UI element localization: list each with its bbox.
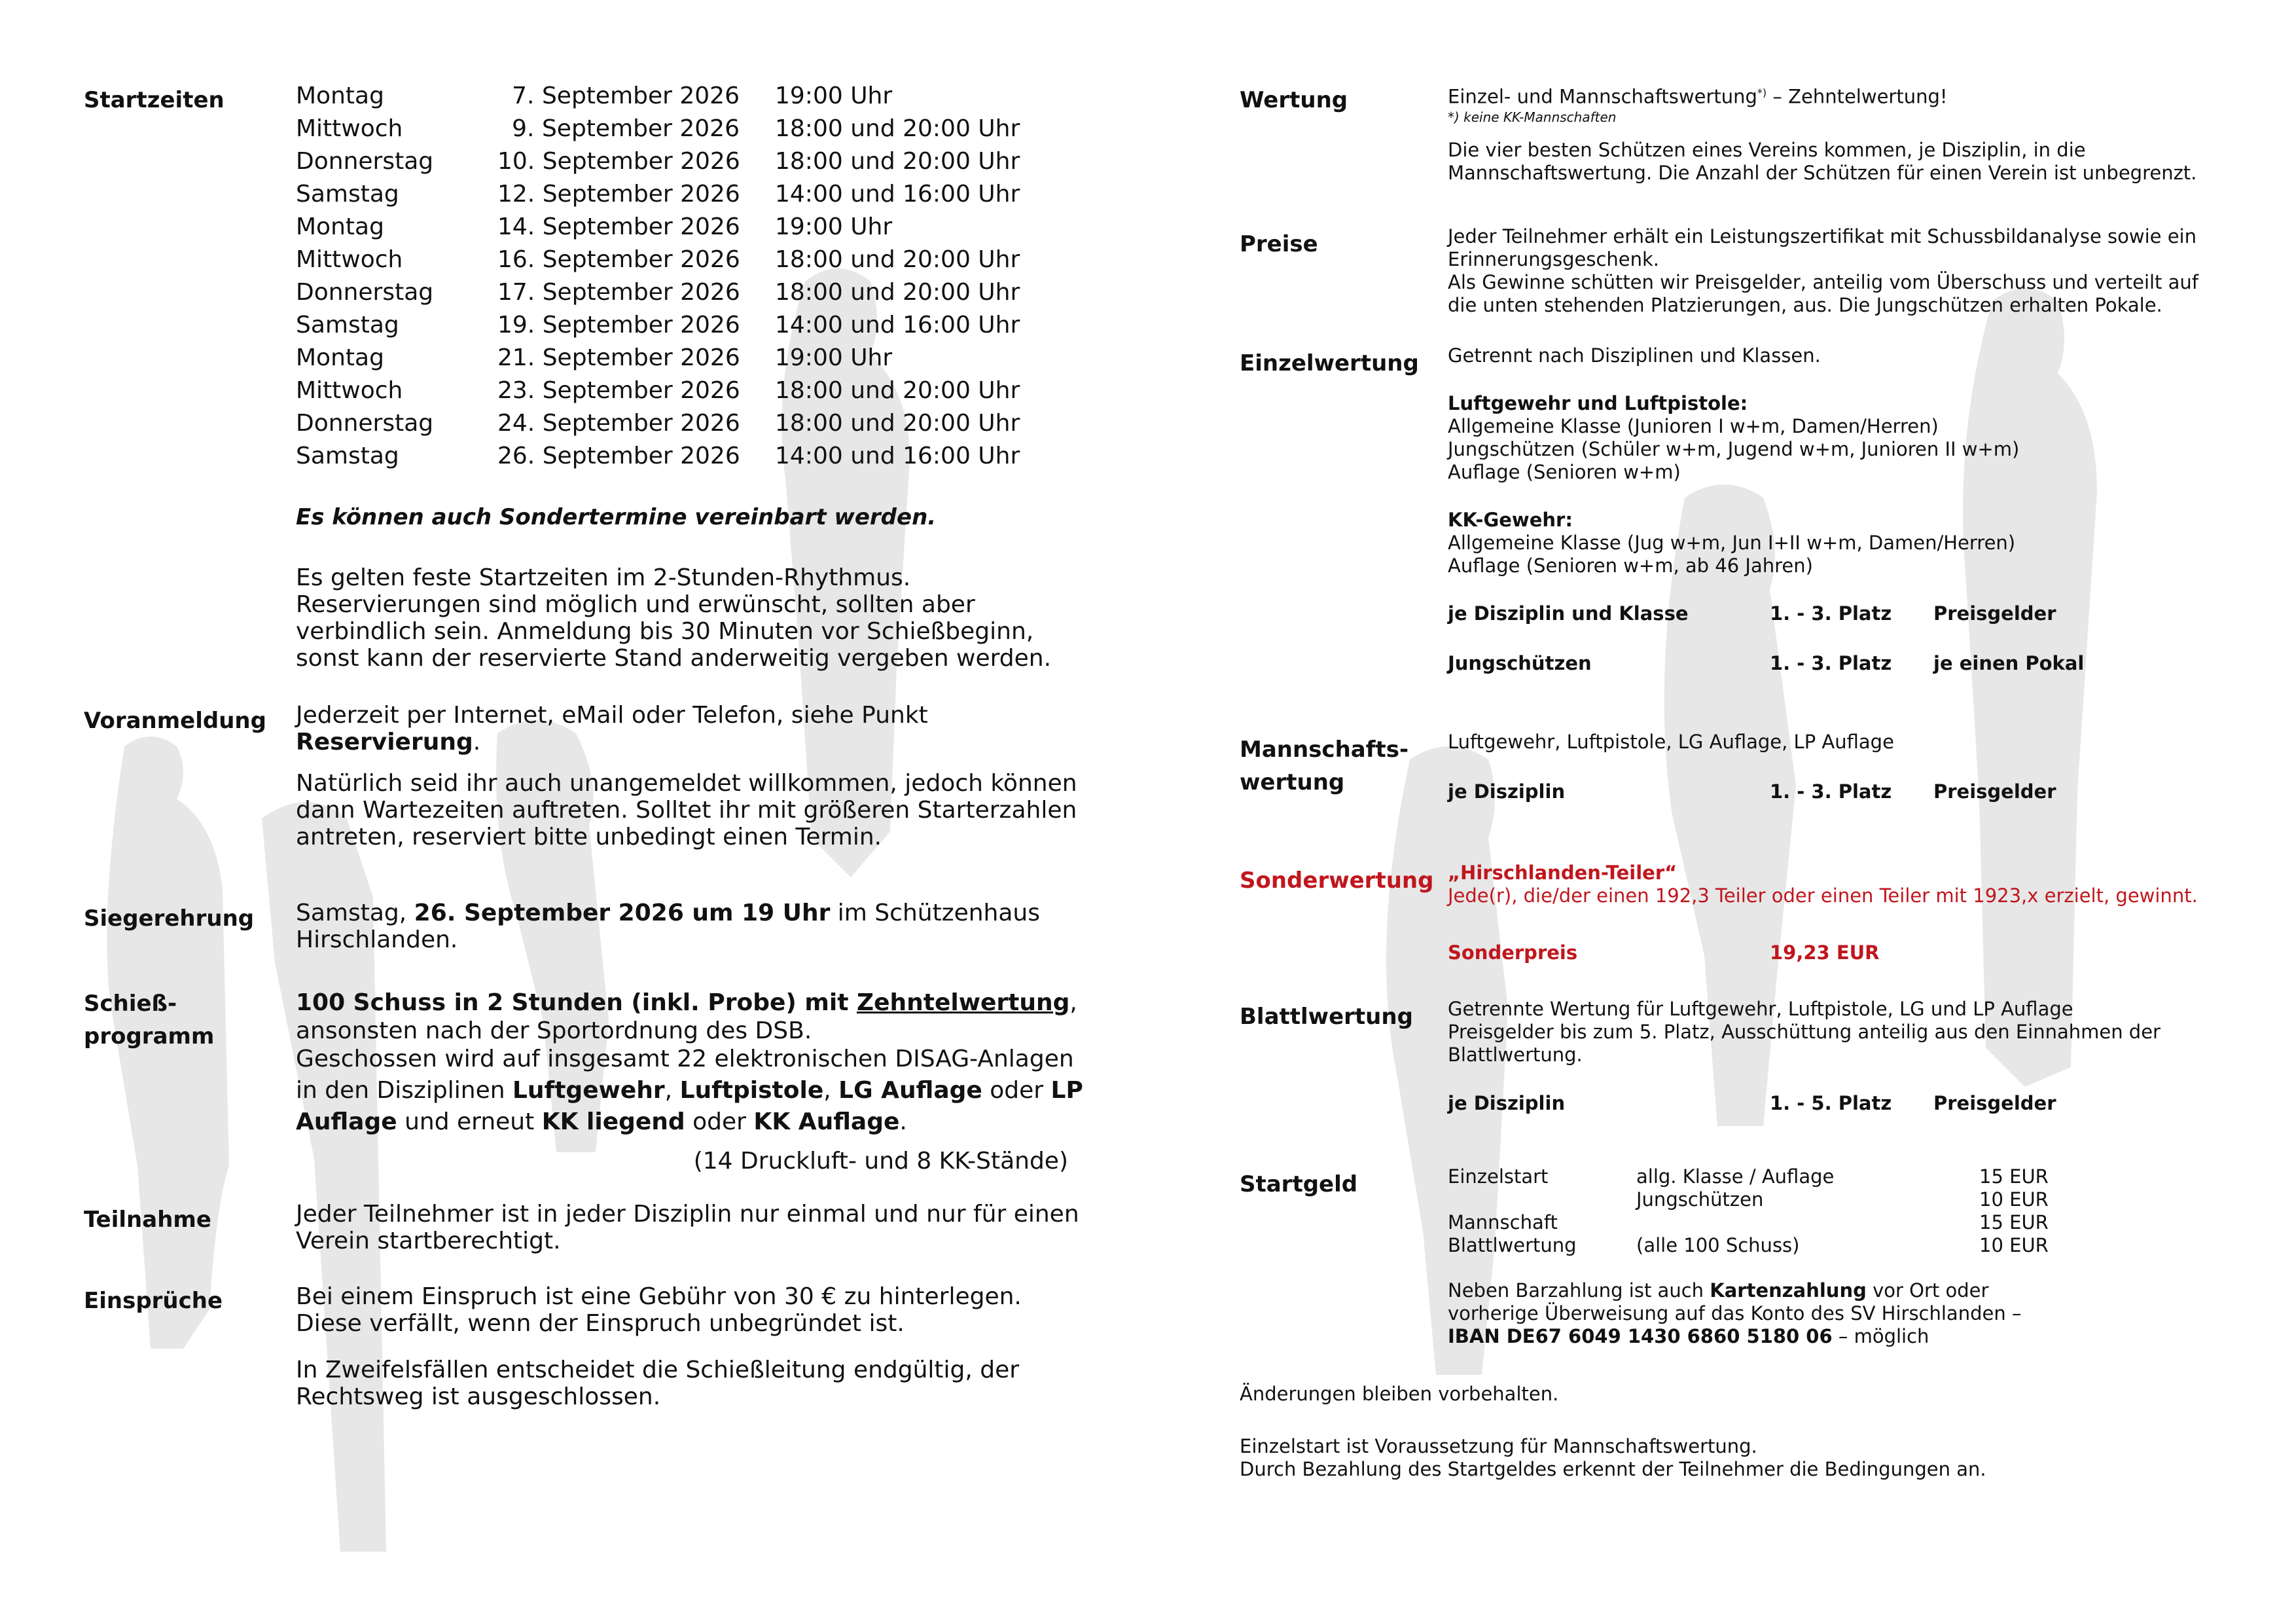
label-startzeiten: Startzeiten [84, 87, 224, 113]
fee-row: Jungschützen 10 EUR [1636, 1188, 2049, 1211]
startzeit-row [0, 244, 1148, 276]
footer-note-2: Einzelstart ist Voraussetzung für Mannschaftswertung. Durch Bezahlung des Startgeldes erkennt der Teilnehmer die Bedingungen an. [1240, 1435, 1986, 1480]
label-siegerehrung: Siegerehrung [84, 905, 255, 932]
startzeit-row [0, 407, 1148, 440]
startzeit-time: 19:00 Uhr [775, 213, 893, 240]
startzeit-day: Donnerstag [296, 279, 434, 306]
startzeit-row [0, 440, 1148, 473]
startzeit-day: Montag [296, 82, 384, 109]
label-voranmeldung: Voranmeldung [84, 708, 266, 734]
startzeit-date: 21. September 2026 [497, 344, 740, 371]
startzeit-day: Samstag [296, 181, 399, 208]
right-page [1148, 0, 2296, 1623]
startzeit-time: 18:00 und 20:00 Uhr [775, 279, 1020, 306]
startzeit-day: Mittwoch [296, 246, 403, 273]
startzeit-time: 14:00 und 16:00 Uhr [775, 312, 1020, 338]
startgeld-fees [1148, 1165, 2296, 1257]
startzeit-date: 17. September 2026 [497, 279, 740, 306]
startzeit-day: Donnerstag [296, 410, 434, 437]
voranmeldung-text: Jederzeit per Internet, eMail oder Telefon, siehe Punkt Reservierung. Natürlich seid ihr auch unangemeldet willkommen, jedoch können dann Wartezeiten auftreten. Solltet ihr mit größeren Starterzahlen antreten, reserviert bitte unbedingt einen Termin. [296, 702, 1077, 850]
einzelwertung-row-1: je Disziplin und Klasse 1. - 3. Platz Preisgelder [1448, 602, 2056, 625]
sonderwertung-text: „Hirschlanden-Teiler“ Jede(r), die/der einen 192,3 Teiler oder einen Teiler mit 1923,x erzielt, gewinnt. [1448, 862, 2198, 907]
label-startgeld: Startgeld [1240, 1171, 1358, 1197]
startzeit-date: 24. September 2026 [497, 410, 740, 437]
startzeit-day: Donnerstag [296, 148, 434, 175]
startzeit-date: 23. September 2026 [497, 377, 740, 404]
wertung-text: Einzel- und Mannschaftswertung*) – Zehntelwertung! *) keine KK-Mannschaften Die vier besten Schützen eines Vereins kommen, je Disziplin, in die Mannschaftswertung. Die Anzahl der Schützen für einen Verein ist unbegrenzt. [1448, 81, 2246, 185]
startzeit-row [0, 342, 1148, 374]
startzeit-time: 19:00 Uhr [775, 82, 893, 109]
startzeit-date: 26. September 2026 [497, 443, 740, 469]
preise-text: Jeder Teilnehmer erhält ein Leistungszertifikat mit Schussbildanalyse sowie ein Erinnerungsgeschenk. Als Gewinne schütten wir Preisgelder, anteilig vom Überschuss und verteilt auf die unten stehenden Platzierungen, aus. Die Jungschützen erhalten Pokale. [1448, 225, 2199, 316]
startzeit-time: 18:00 und 20:00 Uhr [775, 115, 1020, 142]
startzeit-row [0, 309, 1148, 342]
fee-row: Blattlwertung (alle 100 Schuss) 10 EUR [1448, 1234, 2049, 1256]
startzeit-date: 19. September 2026 [497, 312, 740, 338]
label-preise: Preise [1240, 231, 1318, 257]
startzeit-date: 10. September 2026 [497, 148, 740, 175]
mannschaft-row: je Disziplin 1. - 3. Platz Preisgelder [1448, 780, 2056, 803]
startzeit-date: 12. September 2026 [497, 181, 740, 208]
startzeit-row [0, 374, 1148, 407]
startzeit-row [0, 178, 1148, 211]
startzeit-day: Mittwoch [296, 377, 403, 404]
label-schiessprogramm: Schieß- programm [84, 991, 215, 1049]
label-blattlwertung: Blattlwertung [1240, 1004, 1413, 1030]
startzeiten-table [0, 80, 1148, 473]
startzeit-time: 18:00 und 20:00 Uhr [775, 148, 1020, 175]
mannschaft-text: Luftgewehr, Luftpistole, LG Auflage, LP Auflage [1448, 731, 1894, 753]
startzeit-day: Samstag [296, 312, 399, 338]
stands-note: (14 Druckluft- und 8 KK-Stände) [693, 1148, 1068, 1175]
fee-row: Mannschaft 15 EUR [1448, 1211, 2049, 1233]
startzeit-time: 18:00 und 20:00 Uhr [775, 377, 1020, 404]
startzeit-date: 14. September 2026 [497, 213, 740, 240]
startzeit-time: 18:00 und 20:00 Uhr [775, 246, 1020, 273]
teilnahme-text: Jeder Teilnehmer ist in jeder Disziplin nur einmal und nur für einen Verein startberechtigt. [296, 1201, 1079, 1254]
startzeit-row [0, 80, 1148, 113]
startzeiten-text: Es gelten feste Startzeiten im 2-Stunden-Rhythmus. Reservierungen sind möglich und erwünscht, sollten aber verbindlich sein. Anmeldung bis 30 Minuten vor Schießbeginn, sonst kann der reservierte Stand anderweitig vergeben werden. [296, 564, 1052, 672]
wertung-footnote: *) keine KK-Mannschaften [1448, 109, 1617, 125]
einzelwertung-text: Getrennt nach Disziplinen und Klassen. Luftgewehr und Luftpistole: Allgemeine Klasse (Junioren I w+m, Damen/Herren) Jungschützen (Schüler w+m, Jugend w+m, Junioren II w+m) Auflage (Senioren w+m) KK-Gewehr: Allgemeine Klasse (Jug w+m, Jun I+II w+m, Damen/Herren) Auflage (Senioren w+m, ab 46 Jahren) [1448, 344, 2020, 577]
startzeit-day: Montag [296, 344, 384, 371]
label-einsprueche: Einsprüche [84, 1288, 223, 1314]
schiessprogramm-text: 100 Schuss in 2 Stunden (inkl. Probe) mit Zehntelwertung, ansonsten nach der Sportordnung des DSB. Geschossen wird auf insgesamt 22 elektronischen DISAG-Anlagen in den Disziplinen Luftgewehr, Luftpistole, LG Auflage oder LP Auflage und erneut KK liegend oder KK Auflage. (14 Druckluft- und 8 KK-Stände) [296, 987, 1094, 1177]
startzeit-row [0, 211, 1148, 244]
payment-text: Neben Barzahlung ist auch Kartenzahlung vor Ort oder vorherige Überweisung auf das Konto des SV Hirschlanden – IBAN DE67 6049 1430 6860 5180 06 – möglich [1448, 1279, 2022, 1347]
startzeit-time: 18:00 und 20:00 Uhr [775, 410, 1020, 437]
einzelwertung-row-2: Jungschützen 1. - 3. Platz je einen Pokal [1448, 652, 2085, 674]
startzeit-time: 14:00 und 16:00 Uhr [775, 443, 1020, 469]
blattlwertung-row: je Disziplin 1. - 5. Platz Preisgelder [1448, 1092, 2056, 1114]
startzeit-date: 9. September 2026 [512, 115, 740, 142]
fee-row: Einzelstart allg. Klasse / Auflage 15 EUR [1448, 1165, 2049, 1188]
sondertermine-note: Es können auch Sondertermine vereinbart werden. [296, 504, 937, 530]
siegerehrung-text: Samstag, 26. September 2026 um 19 Uhr im Schützenhaus Hirschlanden. [296, 900, 1041, 953]
sonderpreis-row: Sonderpreis 19,23 EUR [1448, 941, 1880, 964]
startzeit-date: 7. September 2026 [512, 82, 740, 109]
footer-note-1: Änderungen bleiben vorbehalten. [1240, 1383, 1559, 1405]
startzeit-day: Samstag [296, 443, 399, 469]
startzeit-time: 19:00 Uhr [775, 344, 893, 371]
startzeit-row [0, 145, 1148, 178]
startzeit-day: Montag [296, 213, 384, 240]
label-einzelwertung: Einzelwertung [1240, 350, 1419, 376]
startzeit-row [0, 113, 1148, 145]
startzeit-day: Mittwoch [296, 115, 403, 142]
startzeit-time: 14:00 und 16:00 Uhr [775, 181, 1020, 208]
label-sonderwertung: Sonderwertung [1240, 867, 1434, 894]
label-teilnahme: Teilnahme [84, 1207, 211, 1233]
label-mannschaftswertung: Mannschafts- wertung [1240, 737, 1409, 795]
startzeit-date: 16. September 2026 [497, 246, 740, 273]
blattlwertung-text: Getrennte Wertung für Luftgewehr, Luftpistole, LG und LP Auflage Preisgelder bis zum 5. Platz, Ausschüttung anteilig aus den Einnahmen der Blattlwertung. [1448, 998, 2161, 1066]
einsprueche-text: Bei einem Einspruch ist eine Gebühr von 30 € zu hinterlegen. Diese verfällt, wenn der Einspruch unbegründet ist. In Zweifelsfällen entscheidet die Schießleitung endgültig, der Rechtsweg ist ausgeschlossen. [296, 1283, 1022, 1410]
startzeit-row [0, 276, 1148, 309]
label-wertung: Wertung [1240, 87, 1348, 113]
